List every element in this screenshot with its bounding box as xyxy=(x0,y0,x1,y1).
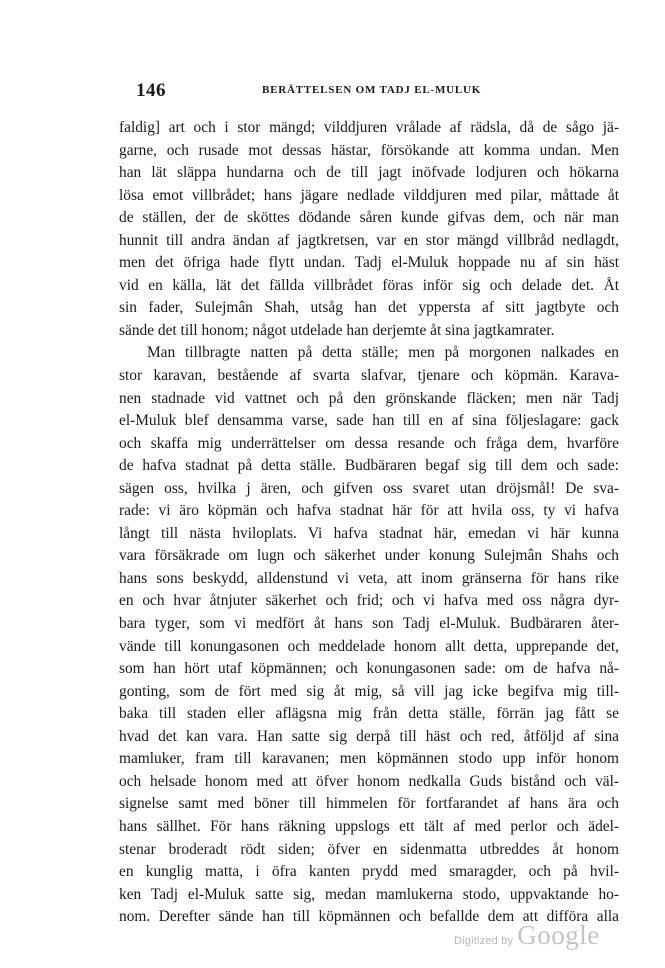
text-line: signelse samt med böner till himmelen för fortfarandet af hans ära och xyxy=(119,795,619,813)
text-line: och skaffa mig underrättelser om dessa resande och fråga dem, hvarföre xyxy=(119,434,619,452)
text-line: sin fader, Sulejmân Shah, utsåg han det yppersta af sitt jagtbyte och xyxy=(119,299,619,317)
text-line: rade: vi äro köpmän och hafva stadnat här för att hvila oss, ty vi hafva xyxy=(119,502,619,520)
text-line: garne, och rusade mot dessas hästar, försökande att komma undan. Men xyxy=(119,141,619,159)
text-line: bara tyger, som vi medfört åt hans son Tadj el-Muluk. Budbäraren åter- xyxy=(119,615,619,633)
text-line: sägen oss, hvilka j ären, och gifven oss svaret utan dröjsmål! De sva- xyxy=(119,479,619,497)
text-line: sände det till honom; något utdelade han derjemte åt sina jagtkamrater. xyxy=(119,321,555,339)
page-number: 146 xyxy=(136,80,166,101)
text-line: hvad det kan vara. Han satte sig derpå till häst och red, åtföljd af sina xyxy=(119,727,619,745)
text-line: hunnit till andra ändan af jagtkretsen, var en stor mängd villbråd nedlagdt, xyxy=(119,231,619,249)
text-line: lösa emot villbrådet; hans jägare nedlade vilddjuren med pilar, måttade åt xyxy=(119,186,619,204)
text-line: baka till staden eller aflägsna mig från detta ställe, förrän jag fått se xyxy=(119,705,619,723)
text-line: de ställen, der de sköttes dödande såren kunde gifvas dem, och när man xyxy=(119,209,619,227)
text-line: stor karavan, bestående af svarta slafvar, tjenare och köpmän. Karava- xyxy=(119,367,619,385)
text-line: nom. Derefter sände han till köpmännen och befallde dem att difföra alla xyxy=(119,908,619,926)
text-line: stenar broderadt rödt siden; öfver en sidenmatta utbreddes åt honom xyxy=(119,840,619,858)
watermark-caption: Digitized by xyxy=(454,935,514,947)
google-logo: Google xyxy=(517,920,600,950)
text-line: gonting, som de fört med sig åt mig, så vill jag icke begifva mig till- xyxy=(119,682,619,700)
text-line: hans sons beskydd, alldenstund vi veta, att inom gränserna för hans rike xyxy=(119,569,619,587)
text-line: Man tillbragte natten på detta ställe; men på morgonen nalkades en xyxy=(147,344,619,362)
text-line: en kunglig matta, i öfra kanten prydd med smaragder, och på hvil- xyxy=(119,863,619,881)
text-line: men det öfriga hade flytt undan. Tadj el-Muluk hoppade nu af sin häst xyxy=(119,254,619,272)
text-line: de hafva stadnat på detta ställe. Budbäraren begaf sig till dem och sade: xyxy=(119,457,619,475)
text-line: som han hört utaf köpmännen; och konungasonen sade: om de hafva nå- xyxy=(119,660,619,678)
text-line: vara försäkrade om lugn och säkerhet under konung Sulejmân Shahs och xyxy=(119,547,619,565)
text-line: mamluker, fram till karavanen; men köpmännen stodo upp inför honom xyxy=(119,750,619,768)
text-line: faldig] art och i stor mängd; vilddjuren vrålade af rädsla, då de sågo jä- xyxy=(119,119,619,136)
running-head: BERÄTTELSEN OM TADJ EL-MULUK xyxy=(262,84,482,96)
text-line: långt till nästa hviloplats. Vi hafva stadnat här, emedan vi här kunna xyxy=(119,524,619,542)
text-line: en och hvar åtnjuter säkerhet och frid; och vi hafva med oss några dyr- xyxy=(119,592,619,610)
text-line: nen stadnade vid vattnet och på den grönskande fläcken; men när Tadj xyxy=(119,389,619,407)
text-line: hans sällhet. För hans räkning uppslogs ett tält af med perlor och ädel- xyxy=(119,817,619,835)
text-line: och helsade honom med att öfver honom nedkalla Guds bistånd och väl- xyxy=(119,772,619,790)
text-line: han lät släppa hundarna och de till jagt inöfvade lodjuren och hökarna xyxy=(119,164,619,182)
text-line: vände till konungasonen och meddelade honom allt detta, upprepande det, xyxy=(119,637,619,655)
text-line: el-Muluk blef densamma varse, sade han till en af sina följeslagare: gack xyxy=(119,412,619,430)
text-line: vid en källa, lät det fällda villbrådet föras inför sig och delade det. Åt xyxy=(119,276,619,294)
text-line: ken Tadj el-Muluk satte sig, medan mamlukerna stodo, uppvaktande ho- xyxy=(119,885,619,903)
body-text xyxy=(119,117,619,929)
google-watermark xyxy=(454,920,600,951)
